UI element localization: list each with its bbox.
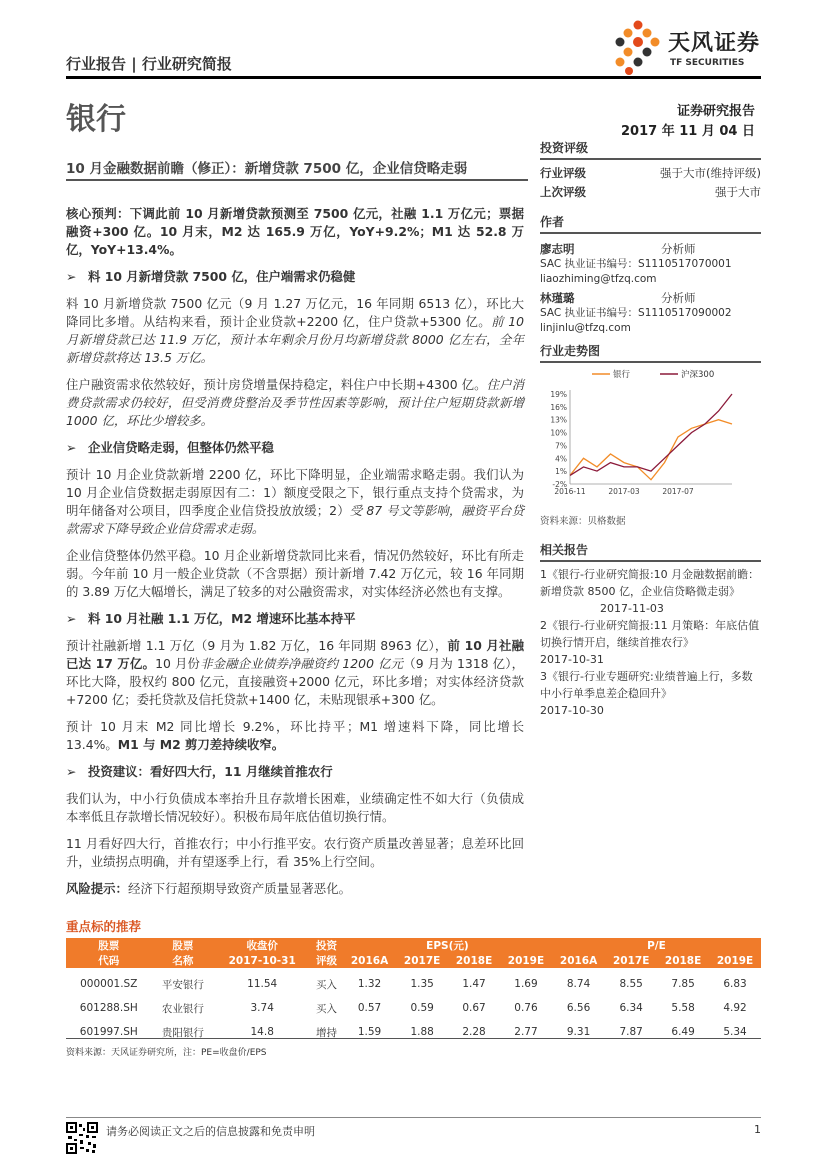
table-cell: 6.56 — [566, 1002, 591, 1014]
report-title: 10 月金融数据前瞻（修正）：新增贷款 7500 亿，企业信贷略走弱 — [66, 161, 468, 177]
col-header: 2019E — [709, 953, 761, 968]
text-span: 预计 10 月末 M2 同比增长 9.2%，环比持平；M1 增速料下降，同比增长 13.4%。 — [66, 719, 524, 752]
related-header: 相关报告 — [540, 541, 761, 562]
sector-title: 银行 — [66, 102, 126, 137]
col-header: 2017E — [396, 953, 448, 968]
prev-rating-label: 上次评级 — [540, 185, 586, 199]
related-panel — [540, 541, 761, 719]
section-3-heading — [66, 610, 524, 628]
rating-label: 行业评级 — [540, 166, 586, 180]
section-2-para-1 — [66, 466, 524, 538]
related-date: 2017-11-03 — [600, 602, 664, 615]
y-tick-label: 10% — [550, 428, 567, 438]
col-header: 收盘价 — [214, 938, 310, 953]
col-header: 代码 — [66, 953, 152, 968]
arrow-icon: ➢ — [66, 440, 77, 455]
author-email[interactable]: liaozhiming@tfzq.com — [540, 273, 657, 285]
table-cell: 11.54 — [247, 978, 278, 990]
section-4-title: 投资建议：看好四大行，11 月继续首推农行 — [88, 764, 333, 779]
series-line-csi300 — [570, 394, 732, 475]
table-cell: 平安银行 — [161, 978, 204, 991]
table-cell: 买入 — [315, 1002, 337, 1015]
section-1-para-2 — [66, 376, 524, 430]
qr-code-icon — [66, 1122, 98, 1154]
table-cell: 1.47 — [462, 978, 486, 990]
text-span: 预计 10 月企业贷款新增 2200 亿，环比下降明显，企业端需求略走弱。我们认为 10 月企业信贷数据走弱原因有二：1）额度受限之下，银行重点支持个贷需求，为明年储备对公项目，四季度企业信贷投放放缓；2） — [66, 467, 524, 518]
author-email[interactable]: linjinlu@tfzq.com — [540, 322, 631, 334]
table-cell: 1.35 — [410, 978, 434, 990]
col-header: 2016A — [343, 953, 396, 968]
tf-securities-logo — [610, 18, 770, 76]
col-header: 2018E — [657, 953, 709, 968]
table-cell: 0.59 — [410, 1002, 434, 1014]
table-cell: 0.57 — [357, 1002, 382, 1014]
related-report[interactable] — [540, 617, 761, 668]
table-cell: 2.28 — [462, 1026, 486, 1038]
table-cell: 农业银行 — [161, 1002, 204, 1015]
section-3-para-2 — [66, 718, 524, 754]
author-role: 分析师 — [661, 291, 696, 305]
author-entry — [540, 242, 761, 287]
section-2-para-2: 企业信贷整体仍然平稳。10 月企业新增贷款同比来看，情况仍然较好，环比有所走弱。今年前 10 月一般企业贷款（不含票据）预计新增 7.42 万亿元，较 16 年同期的 3.89 万亿大幅增长，满足了较多的对公融资需求，对实体经济必然也有支撑。 — [66, 548, 524, 599]
table-cell: 6.49 — [671, 1026, 695, 1038]
col-header: 投资 — [310, 938, 343, 953]
section-1-para-1 — [66, 295, 524, 367]
footer-rule — [66, 1117, 761, 1118]
col-header: 名称 — [152, 953, 215, 968]
text-span: 料 10 月新增贷款 7500 亿元（9 月 1.27 万亿元，16 年同期 6513 亿），环比大降同比多增。从结构来看，预计企业贷款+2200 亿，住户贷款+5300 亿。 — [66, 296, 524, 329]
chart-source: 资料来源：贝格数据 — [540, 516, 626, 527]
section-3-title: 料 10 月社融 1.1 万亿，M2 增速环比基本持平 — [88, 611, 356, 626]
related-report[interactable] — [540, 566, 761, 617]
industry-rating — [540, 164, 761, 183]
related-title: 1《银行-行业研究简报:10 月金融数据前瞻：新增贷款 8500 亿，企业信贷略微走弱》 — [540, 568, 760, 598]
author-entry — [540, 291, 761, 336]
table-cell: 1.59 — [357, 1026, 382, 1038]
section-2-heading — [66, 439, 524, 457]
section-4-heading — [66, 763, 524, 781]
table-cell: 7.85 — [671, 978, 695, 990]
risk-label: 风险提示： — [66, 881, 128, 896]
author-header: 作者 — [540, 213, 761, 234]
report-type: 证券研究报告 — [676, 104, 755, 119]
col-header: 评级 — [310, 953, 343, 968]
x-tick-label: 2017-07 — [662, 487, 694, 496]
recommendation-table — [66, 938, 761, 1044]
table-cell: 7.87 — [619, 1026, 643, 1038]
table-title: 重点标的推荐 — [66, 919, 142, 934]
table-cell: 0.76 — [514, 1002, 538, 1014]
section-4-para-2: 11 月看好四大行，首推农行；中小行推平安。农行资产质量改善显著；息差环比回升，业绩拐点明确，并有望逐季上行，看 35%上行空间。 — [66, 836, 524, 869]
author-name: 林瑾璐 — [540, 291, 575, 305]
y-tick-label: -2% — [552, 480, 567, 489]
text-span: （9 月为 1318 亿），环比大降，股权约 800 亿元，直接融资+2000 亿元，环比多增；对实体经济贷款+7200 亿；委托贷款及信托贷款+1400 亿，未贴现银承+300 亿。 — [66, 656, 524, 707]
author-cert: SAC 执业证书编号：S1110517070001 — [540, 258, 732, 270]
table-cell: 1.32 — [357, 978, 382, 990]
bold-span: M1 与 M2 剪刀差持续收窄。 — [117, 737, 285, 752]
table-row — [66, 1020, 761, 1044]
table-row — [66, 996, 761, 1020]
italic-span: 受 87 号文等影响，融资平台贷款需求下降导致企业信贷需求走弱。 — [66, 503, 524, 536]
table-cell: 增持 — [315, 1026, 337, 1039]
italic-span: 住户消费贷款需求仍较好，但受消费贷整治及季节性因素等影响，预计住户短期贷款新增 1000 亿，环比少增较多。 — [66, 377, 524, 428]
core-label: 核心预判： — [66, 206, 130, 221]
report-category: 行业报告 | 行业研究简报 — [66, 55, 232, 73]
text-span: 住户融资需求依然较好，预计房贷增量保持稳定，料住户中长期+4300 亿。 — [66, 377, 487, 392]
industry-trend-chart — [540, 362, 761, 502]
col-header: EPS(元) — [343, 938, 552, 953]
text-span: 10 月份 — [155, 656, 201, 671]
text-span: 预计社融新增 1.1 万亿（9 月为 1.82 万亿，16 年同期 8963 亿）， — [66, 638, 448, 653]
x-tick-label: 2017-03 — [608, 487, 640, 496]
related-title: 3《银行-行业专题研究:业绩普遍上行，多数中小行单季息差企稳回升》 — [540, 670, 753, 700]
table-cell: 0.67 — [462, 1002, 486, 1014]
rating-header: 投资评级 — [540, 139, 761, 160]
section-4-para-1: 我们认为，中小行负债成本率抬升且存款增长困难，业绩确定性不如大行（负债成本率低且存款增长情况较好）。积极布局年底估值切换行情。 — [66, 791, 524, 824]
table-bottom-rule — [66, 1038, 761, 1039]
table-cell: 5.58 — [671, 1002, 695, 1014]
y-tick-label: 13% — [550, 415, 567, 425]
col-header: 2017-10-31 — [214, 953, 310, 968]
bold-span: 前 10 月社融已达 17 万亿。 — [66, 638, 524, 671]
arrow-icon: ➢ — [66, 611, 77, 626]
core-text: 下调此前 10 月新增贷款预测至 7500 亿元，社融 1.1 万亿元；票据融资+300 亿。10 月末，M2 达 165.9 万亿，YoY+9.2%；M1 达 52.8 万亿，YoY+13.4%。 — [66, 206, 525, 257]
table-cell: 4.92 — [723, 1002, 747, 1014]
related-report[interactable] — [540, 668, 761, 719]
y-tick-label: 1% — [555, 467, 567, 477]
related-date: 2017-10-30 — [540, 704, 604, 717]
table-header-row — [66, 938, 761, 953]
col-header: 2018E — [448, 953, 500, 968]
y-tick-label: 16% — [550, 402, 567, 412]
col-header: 2017E — [605, 953, 657, 968]
table-cell: 2.77 — [514, 1026, 538, 1038]
table-cell: 8.55 — [619, 978, 643, 990]
italic-span: 前 10 月新增贷款已达 11.9 万亿，预计本年剩余月份月均新增贷款 8000 亿左右，全年新增贷款将达 13.5 万亿。 — [66, 314, 524, 365]
col-header: 股票 — [152, 938, 215, 953]
section-1-heading — [66, 268, 524, 286]
table-cell: 1.88 — [410, 1026, 434, 1038]
main-content — [66, 205, 524, 907]
footer-disclaimer: 请务必阅读正文之后的信息披露和免责申明 — [106, 1125, 315, 1138]
rating-panel — [540, 139, 761, 202]
section-3-para-1 — [66, 637, 524, 709]
table-header-row — [66, 953, 761, 968]
table-cell: 14.8 — [250, 1026, 274, 1038]
italic-span: 非金融企业债券净融资约 1200 亿元 — [200, 656, 404, 671]
table-cell: 3.74 — [250, 1002, 274, 1014]
related-date: 2017-10-31 — [540, 653, 604, 666]
arrow-icon: ➢ — [66, 764, 77, 779]
prev-rating-value: 强于大市 — [715, 185, 761, 199]
table-cell: 000001.SZ — [80, 978, 138, 990]
y-tick-label: 19% — [550, 390, 567, 399]
col-header: 股票 — [66, 938, 152, 953]
author-role: 分析师 — [661, 242, 696, 256]
author-panel — [540, 213, 761, 336]
table-row — [66, 968, 761, 996]
section-1-title: 料 10 月新增贷款 7500 亿，住户端需求仍稳健 — [88, 269, 356, 284]
logo-icon — [610, 18, 666, 76]
report-date: 2017 年 11 月 04 日 — [621, 124, 755, 139]
previous-rating — [540, 183, 761, 202]
risk-warning — [66, 880, 524, 898]
trend-header: 行业走势图 — [540, 342, 761, 363]
legend-label: 银行 — [613, 370, 631, 380]
col-header: P/E — [552, 938, 761, 953]
section-2-title: 企业信贷略走弱，但整体仍然平稳 — [88, 440, 274, 455]
y-tick-label: 4% — [555, 454, 567, 464]
table-cell: 1.69 — [514, 978, 538, 990]
arrow-icon: ➢ — [66, 269, 77, 284]
logo-name-en: TF SECURITIES — [670, 58, 745, 68]
related-title: 2《银行-行业研究简报:11 月策略：年底估值切换行情开启，继续首推农行》 — [540, 619, 760, 649]
core-forecast — [66, 205, 524, 259]
table-cell: 601288.SH — [79, 1002, 138, 1014]
col-header: 2019E — [500, 953, 552, 968]
risk-text: 经济下行超预期导致资产质量显著恶化。 — [127, 881, 351, 896]
author-cert: SAC 执业证书编号：S1110517090002 — [540, 307, 732, 319]
y-tick-label: 7% — [555, 441, 567, 451]
rating-value: 强于大市(维持评级) — [660, 166, 761, 180]
table-cell: 9.31 — [566, 1026, 591, 1038]
table-cell: 6.34 — [619, 1002, 643, 1014]
table-source: 资料来源：天风证券研究所，注：PE=收盘价/EPS — [66, 1048, 267, 1058]
title-rule — [66, 179, 528, 181]
author-name: 廖志明 — [540, 242, 575, 256]
legend-label: 沪深300 — [681, 370, 715, 380]
page-number: 1 — [754, 1123, 761, 1136]
table-cell: 601997.SH — [79, 1026, 138, 1038]
table-cell: 贵阳银行 — [161, 1026, 204, 1039]
x-tick-label: 2016-11 — [554, 487, 586, 496]
table-cell: 6.83 — [723, 978, 747, 990]
table-cell: 买入 — [315, 978, 337, 991]
logo-name-cn: 天风证券 — [668, 31, 761, 56]
table-cell: 5.34 — [723, 1026, 747, 1038]
col-header: 2016A — [552, 953, 605, 968]
table-cell: 8.74 — [566, 978, 591, 990]
header-rule — [66, 76, 761, 79]
